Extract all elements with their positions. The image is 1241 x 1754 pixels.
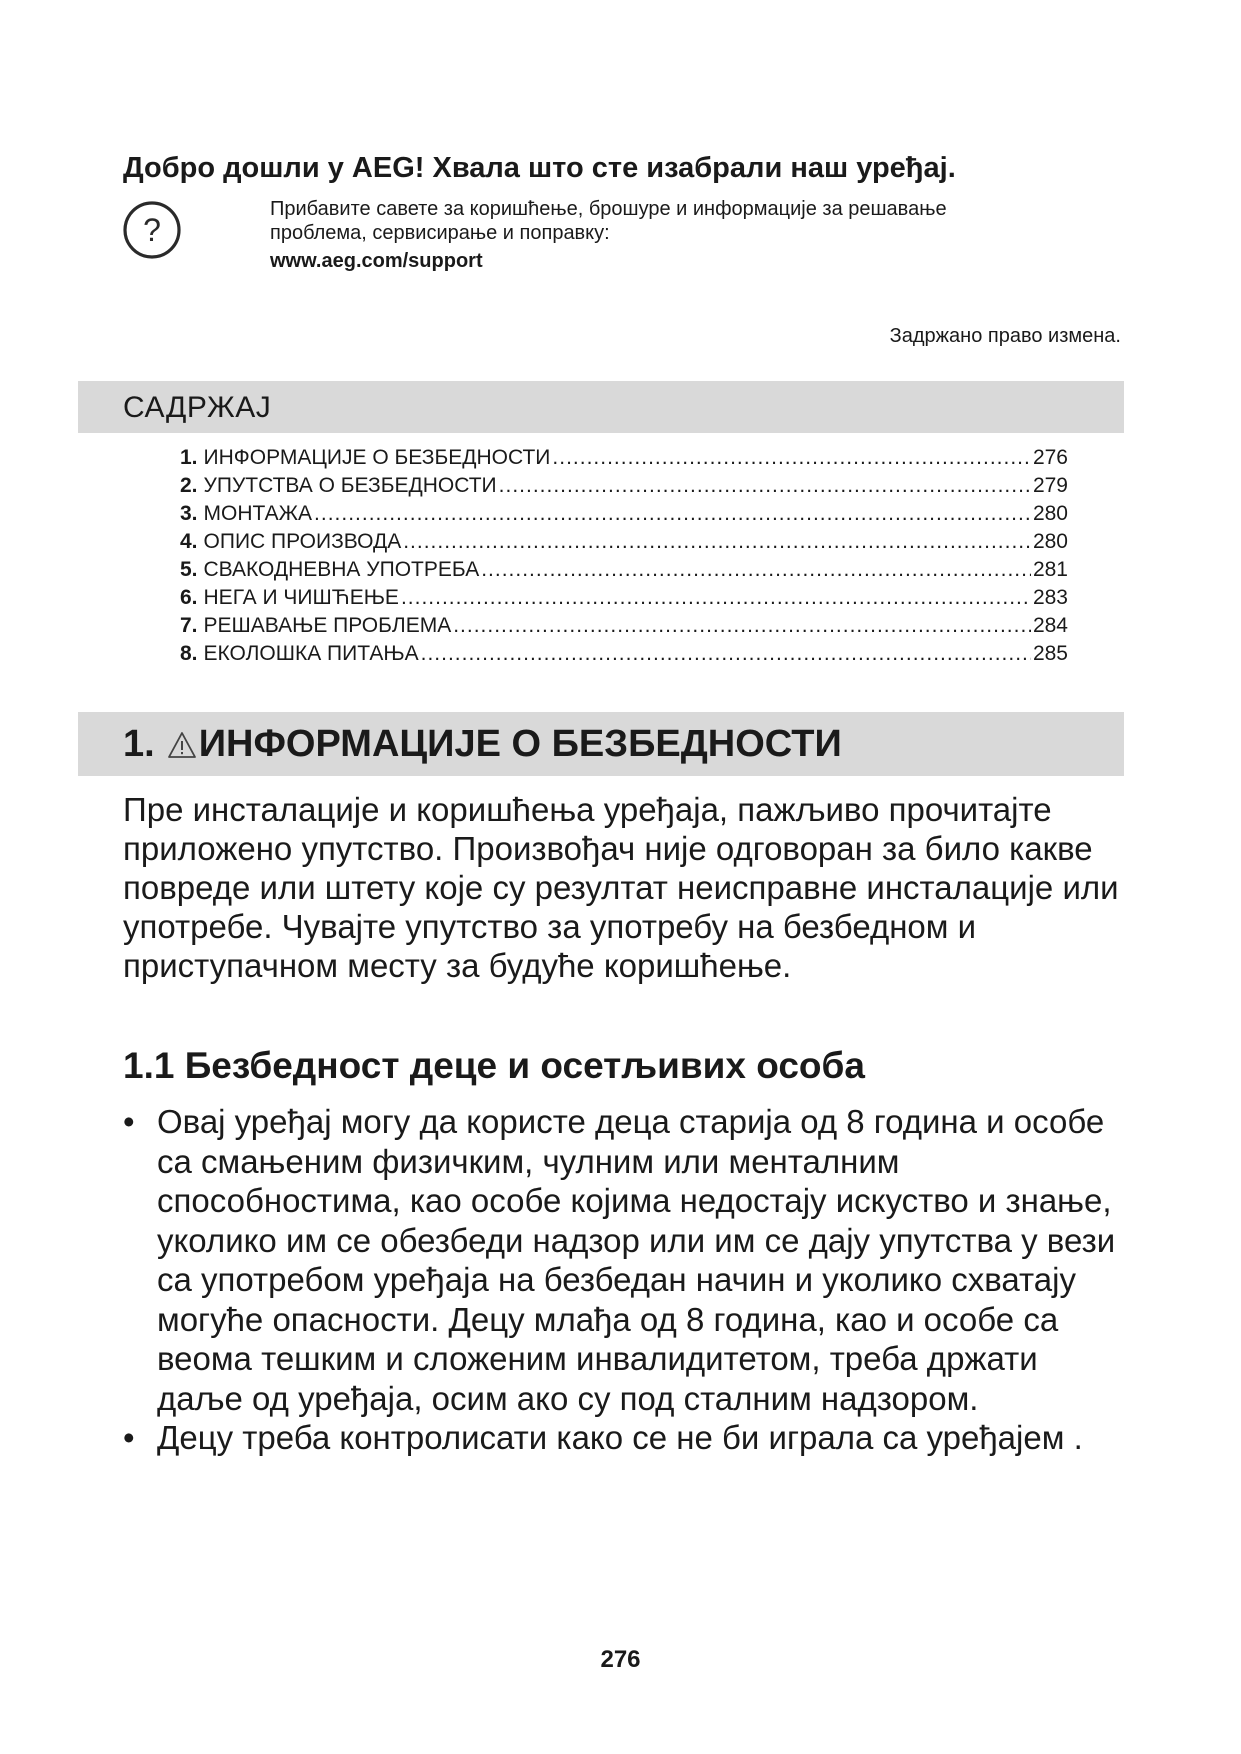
- toc-item[interactable]: [180, 642, 1068, 670]
- toc-item-number: 4.: [180, 530, 198, 553]
- toc-item[interactable]: [180, 586, 1068, 614]
- toc-item-label: ЕКОЛОШКА ПИТАЊА: [203, 642, 419, 665]
- toc-item[interactable]: [180, 530, 1068, 558]
- bullet-marker: •: [123, 1103, 135, 1140]
- support-info: [270, 197, 1130, 273]
- question-circle-icon: [122, 200, 182, 260]
- toc-leader-dots: [552, 446, 1031, 470]
- svg-text:?: ?: [143, 212, 161, 248]
- toc-item-label: РЕШАВАЊЕ ПРОБЛЕМА: [203, 614, 452, 637]
- toc-item-page: 280: [1032, 502, 1068, 525]
- toc-item-page: 285: [1032, 642, 1068, 665]
- toc-title: САДРЖАЈ: [123, 391, 272, 424]
- toc-leader-dots: [499, 474, 1031, 498]
- toc-item-number: 7.: [180, 614, 198, 637]
- page-number: 276: [600, 1646, 641, 1673]
- toc-item-page: 279: [1032, 474, 1068, 497]
- rights-reserved-note: Задржано право измена.: [889, 325, 1121, 347]
- toc-item[interactable]: [180, 502, 1068, 530]
- toc-leader-dots: [403, 530, 1031, 554]
- toc-item-label: ИНФОРМАЦИЈЕ О БЕЗБЕДНОСТИ: [203, 446, 551, 469]
- support-link[interactable]: www.aeg.com/support: [270, 250, 483, 272]
- safety-bullet-list: [123, 1102, 1123, 1458]
- toc-item-number: 3.: [180, 502, 198, 525]
- toc-item-page: 276: [1032, 446, 1068, 469]
- list-item: [123, 1418, 1123, 1458]
- support-info-line2: проблема, сервисирање и поправку:: [270, 222, 610, 244]
- toc-item-number: 6.: [180, 586, 198, 609]
- welcome-title: Добро дошли у AEG! Хвала што сте изабрали наш уређај.: [123, 152, 956, 184]
- bullet-text: Овај уређај могу да користе деца старија од 8 година и особе са смањеним физичким, чулним или менталним способностима, као особе којима недостају искуство и знање, уколико им се обезбеди надзор или им се дају упутства у вези са употребом уређаја на безбедан начин и уколико схватају могуће опасности. Децу млађа од 8 година, као и особе са веома тешким и сложеним инвалидитетом, треба држати даље од уређаја, осим ако су под сталним надзором.: [157, 1103, 1116, 1417]
- section-title: [123, 723, 842, 766]
- toc-item-label: МОНТАЖА: [203, 502, 313, 525]
- toc-leader-dots: [481, 558, 1031, 582]
- toc-item[interactable]: [180, 558, 1068, 586]
- toc-item-page: 281: [1032, 558, 1068, 581]
- toc-item-page: 280: [1032, 530, 1068, 553]
- toc-item-number: 1.: [180, 446, 198, 469]
- toc-leader-dots: [314, 502, 1031, 526]
- toc-item-number: 8.: [180, 642, 198, 665]
- toc-item-number: 2.: [180, 474, 198, 497]
- toc-item[interactable]: [180, 474, 1068, 502]
- warning-triangle-icon: [167, 730, 197, 760]
- toc-leader-dots: [421, 642, 1031, 666]
- toc-leader-dots: [401, 586, 1031, 610]
- toc-item[interactable]: [180, 614, 1068, 642]
- toc-item-label: СВАКОДНЕВНА УПОТРЕБА: [203, 558, 480, 581]
- toc-item-page: 283: [1032, 586, 1068, 609]
- toc-item-label: УПУТСТВА О БЕЗБЕДНОСТИ: [203, 474, 497, 497]
- section-title-text: ИНФОРМАЦИЈЕ О БЕЗБЕДНОСТИ: [198, 723, 842, 765]
- toc-item-label: НЕГА И ЧИШЋЕЊЕ: [203, 586, 399, 609]
- list-item: [123, 1102, 1123, 1418]
- bullet-text: Децу треба контролисати како се не би играла са уређајем .: [157, 1419, 1083, 1456]
- subsection-title: 1.1 Безбедност деце и осетљивих особа: [123, 1045, 865, 1086]
- intro-paragraph: Пре инсталације и коришћења уређаја, пажљиво прочитајте приложено упутство. Произвођач није одговоран за било какве повреде или штету које су резултат неисправне инсталације или употребе. Чувајте упутство за употребу на безбедном и приступачном месту за будуће коришћење.: [123, 791, 1119, 984]
- toc-item[interactable]: [180, 446, 1068, 474]
- toc-leader-dots: [453, 614, 1031, 638]
- toc-item-page: 284: [1032, 614, 1068, 637]
- section-number: 1.: [123, 723, 155, 765]
- support-info-line1: Прибавите савете за коришћење, брошуре и информације за решавање: [270, 198, 947, 220]
- table-of-contents: [180, 446, 1068, 670]
- toc-item-number: 5.: [180, 558, 198, 581]
- bullet-marker: •: [123, 1419, 135, 1456]
- toc-item-label: ОПИС ПРОИЗВОДА: [203, 530, 402, 553]
